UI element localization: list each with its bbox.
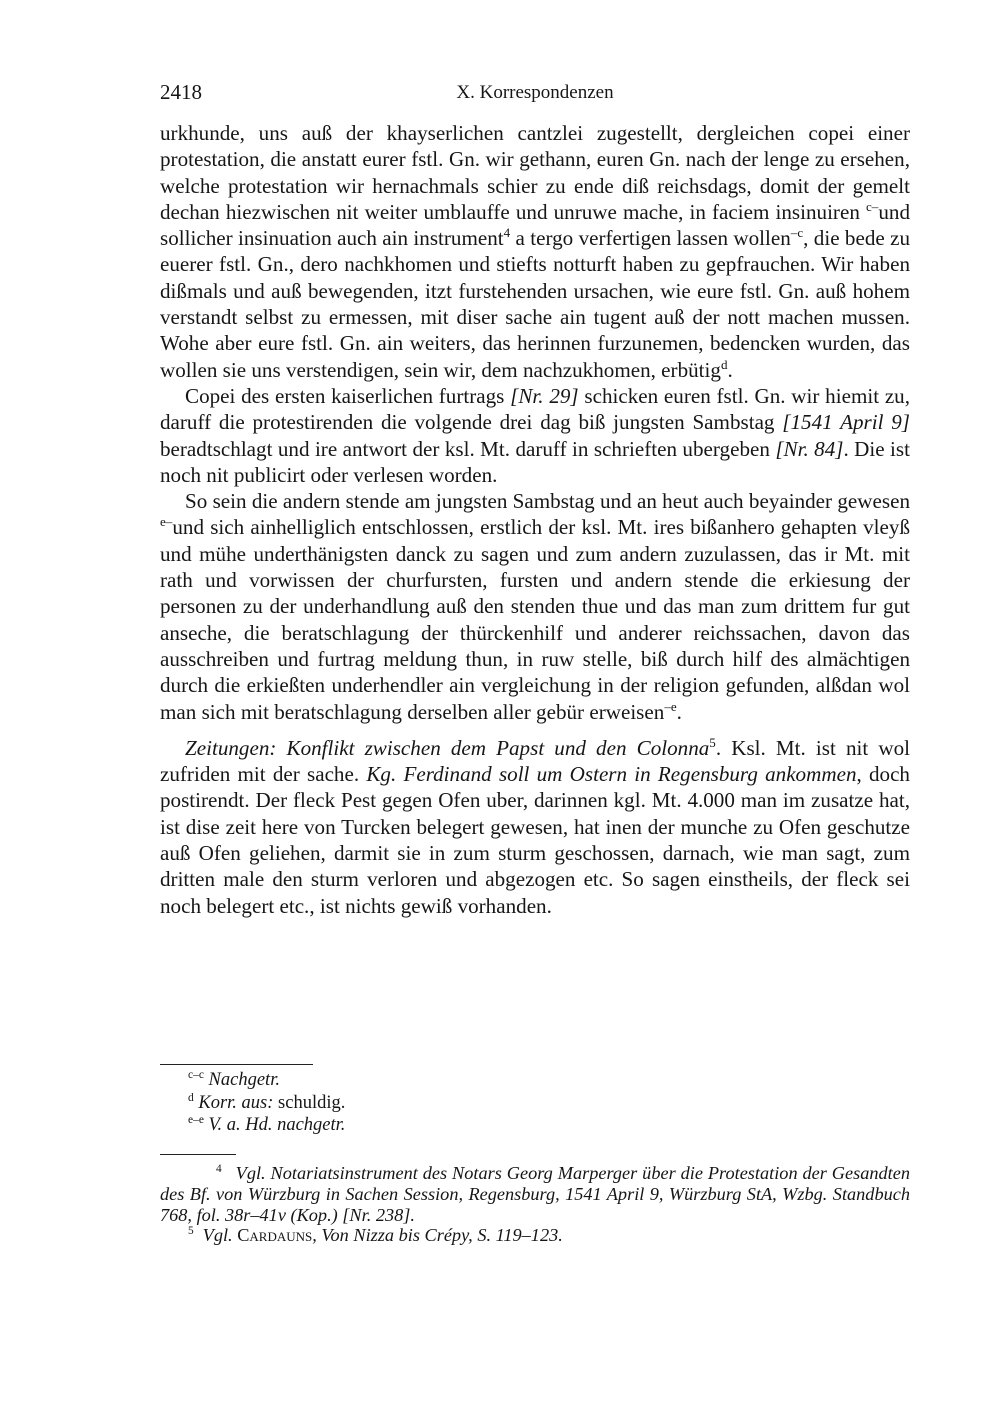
apparatus-entry [188, 1092, 888, 1115]
apparatus-mark: d [720, 356, 728, 372]
footnote-divider [160, 1154, 236, 1155]
apparatus-entry-note: schuldig. [278, 1092, 346, 1113]
footnote-5: $^5$ Vgl. Cardauns, Von Nizza bis Crépy, S. 119–123. [188, 1225, 563, 1246]
apparatus-entry-mark: c–c [188, 1068, 204, 1081]
footnote-ref-5[interactable]: 5 [709, 734, 716, 750]
text-run: a tergo verfertigen lassen wollen [510, 226, 791, 251]
paragraph-4 [160, 735, 910, 919]
editorial-reference[interactable]: [Nr. 84] [775, 436, 844, 461]
text-run: und sollicher insinuation auch ain instrument [160, 199, 910, 251]
apparatus-mark: –e [664, 698, 677, 714]
text-run: und sich ainhelliglich entschlossen, erstlich der ksl. Mt. ires bißanhero gehapten vleyß und mühe underthänigsten danck zu sagen und zum andern zuzulassen, das ir Mt. mit rath und vorwissen der churfursten, fursten und andern stende die erkiesung der personen zu der underhandlung auß den stenden thue und das man zum drittem fur gut anseche, die beratschlagung der thürckenhilf und anderer reichssachen, davon das ausschreiben und furtrag meldung thun, in ruw stelle, biß durch hilf des almächtigen durch die erkießten underhendler ain vergleichung in der religion gefunden, alßdan wol man sich mit beratschlagung derselben aller gebür erweisen [160, 515, 910, 724]
apparatus-entry-note: V. a. Hd. nachgetr. [208, 1115, 346, 1135]
text-run: , doch postirendt. Der fleck Pest gegen Ofen uber, darinnen kgl. Mt. 4.000 man im zusatze hat, ist dise zeit here von Turcken belegert gewesen, hat inen der munche zu Ofen geschutze auß Ofen geliehen, darmit sie in zum sturm geschossen, darnach, wie man sagt, zum dritten male den sturm verloren und abgezogen etc. So sagen einstheils, der fleck sei noch belegert etc., ist nichts gewiß vorhanden. [160, 762, 910, 918]
editorial-summary: Kg. Ferdinand soll um Ostern in Regensburg ankommen [366, 762, 857, 787]
apparatus-entry [188, 1114, 888, 1137]
editorial-date: [1541 April 9] [782, 410, 910, 435]
apparatus-divider [160, 1064, 313, 1065]
editorial-reference[interactable]: [Nr. 29] [510, 383, 579, 408]
text-apparatus [188, 1069, 888, 1137]
footnote-text: Vgl. Notariatsinstrument des Notars Georg Marperger über die Protestation der Gesandten des Bf. von Würzburg in Sachen Session, Regensburg, 1541 April 9, Würzburg StA, Wzbg. Standbuch 768, fol. 38r–41v (Kop.) [Nr. 238]. [160, 1163, 910, 1225]
footnote-text: , Von Nizza bis Crépy, S. 119–123. [312, 1225, 563, 1246]
text-run: So sein die andern stende am jungsten Sambstag und an heut auch beyainder gewesen [185, 489, 910, 514]
text-run: , die bede zu euerer fstl. Gn., dero nachkhomen und stiefts notturft haben zu gepfrauchen. Wir haben dißmals und auß bewegenden, itzt furstehenden ursachen, wie eure fstl. Gn. auß hohem verstandt selbst zu ermessen, mit diser sache ain tugent auß der nott machen mussen. Wohe aber eure fstl. Gn. ain weiters, das herinnen furzunemen, bedencken wurden, das wollen sie uns verstendigen, sein wir, dem nachzukhomen, erbütig [160, 226, 911, 382]
footnote-lead: Vgl. [202, 1225, 233, 1246]
paragraph-2 [160, 383, 910, 488]
apparatus-mark: e– [160, 514, 173, 530]
text-run: . Ksl. Mt. ist nit wol zufriden mit der sache. [160, 735, 911, 787]
page-header [160, 80, 910, 110]
footnote-4: $^4$ Vgl. Notariatsinstrument des Notars Georg Marperger über die Protestation der Gesandten des Bf. von Würzburg in Sachen Session, Regensburg, 1541 April 9, Würzburg StA, Wzbg. Standbuch 768, fol. 38r–41v (Kop.) [Nr. 238]. [160, 1162, 910, 1225]
main-text [160, 120, 910, 919]
apparatus-entry-lead: Korr. aus: [198, 1092, 274, 1113]
apparatus-entry-mark: d [188, 1091, 194, 1104]
text-run: . [676, 699, 682, 724]
paragraph-3 [160, 488, 910, 725]
paragraph-1 [160, 120, 910, 383]
text-run: beradtschlagt und ire antwort der ksl. Mt. daruff in schrieften ubergeben [160, 436, 776, 461]
text-run: Copei des ersten kaiserlichen furtrags [185, 383, 511, 408]
page-number: 2418 [160, 80, 202, 104]
apparatus-entry-note: Nachgetr. [208, 1070, 280, 1090]
text-run: urkhunde, uns auß der khayserlichen cantzlei zugestellt, dergleichen copei einer protestation, die anstatt eurer fstl. Gn. wir gethann, euren Gn. nach der lenge zu ersehen, welche protestation wir hernachmals schier zu ende diß reichsdags, domit der gemelt dechan hiezwischen nit weiter umblauffe und unruwe mache, in faciem insinuiren [160, 121, 910, 224]
editorial-summary: Zeitungen: Konflikt zwischen dem Papst und den Colonna [185, 735, 710, 760]
running-title: X. Korrespondenzen [456, 82, 614, 103]
apparatus-mark: –c [790, 225, 804, 241]
apparatus-entry [188, 1069, 888, 1092]
text-run: . Die ist noch nit publicirt oder verlesen worden. [160, 436, 910, 487]
text-run: . [727, 357, 733, 382]
footnote-author: Cardauns [237, 1225, 313, 1246]
text-run: schicken euren fstl. Gn. wir hiemit zu, daruff die protestirenden die volgende drei dag biß jungsten Sambstag [160, 383, 910, 435]
apparatus-mark: c– [866, 198, 879, 214]
footnote-ref-4[interactable]: 4 [503, 225, 511, 241]
apparatus-entry-mark: e–e [188, 1113, 204, 1126]
footnotes [160, 1163, 910, 1246]
